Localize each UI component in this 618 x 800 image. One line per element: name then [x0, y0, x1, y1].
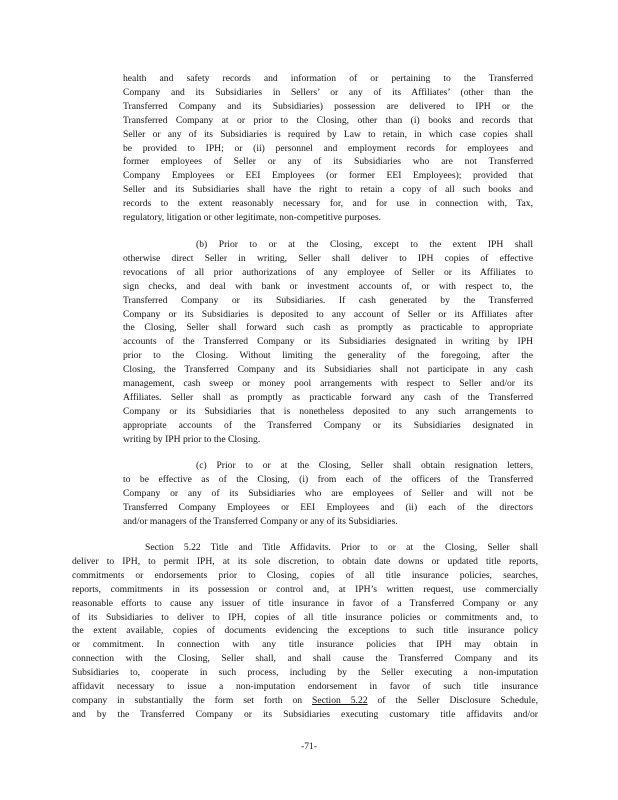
text-line: and/or managers of the Transferred Company or any of its Subsidiaries.: [123, 515, 398, 527]
text-line: connection with the Closing, Seller shall, and shall cause the Transferred Company and its: [72, 653, 538, 665]
text-line: Company and its Subsidiaries in Sellers’ or any of its Affiliates’ (other than the: [123, 86, 533, 98]
text-line: prior to the Closing. Without limiting the generality of the foregoing, after the: [123, 350, 533, 362]
text-line: management, cash sweep or money pool arrangements with respect to Seller and/or its: [123, 378, 533, 390]
section-reference-link: Section 5.22: [312, 694, 368, 706]
text-line: commitments or endorsements prior to Closing, copies of all title insurance policies, searches,: [72, 569, 538, 581]
text-line: the Closing, Seller shall forward such cash as promptly as practicable to appropriate: [123, 322, 533, 334]
text-line: the extent available, copies of documents evidencing the exceptions to such title insurance policy: [72, 625, 538, 637]
text-line: revocations of all prior authorizations of any employee of Seller or its Affiliates to: [123, 266, 533, 278]
text-line: Seller and its Subsidiaries shall have the right to retain a copy of all such books and: [123, 184, 533, 196]
text-line: Subsidiaries to, cooperate in such process, including by the Seller executing a non-imputation: [72, 667, 538, 679]
text-line: Company or any of its Subsidiaries who are employees of Seller and will not be: [123, 487, 533, 499]
text-line: (b) Prior to or at the Closing, except to the extent IPH shall: [196, 239, 533, 250]
text-line: affidavit necessary to issue a non-imputation endorsement in favor of such title insurance: [72, 681, 538, 693]
text-line: Company Employees or EEI Employees (or former EEI Employees); provided that: [123, 170, 533, 182]
text-line: sign checks, and deal with bank or investment accounts of, or with respect to, the: [123, 280, 533, 292]
text-line: Transferred Company and its Subsidiaries) possession are delivered to IPH or the: [123, 100, 533, 112]
paragraph-a-continued: [123, 72, 533, 225]
text-line: Seller or any of its Subsidiaries is required by Law to retain, in which case copies shall: [123, 128, 533, 140]
text-line: or commitment. In connection with any title insurance policies that IPH may obtain in: [72, 639, 538, 651]
text-line: reasonable efforts to cause any issuer of title insurance in favor of a Transferred Company or any: [72, 597, 538, 609]
text-line: Company or its Subsidiaries that is nonetheless deposited to any such arrangements to: [123, 405, 533, 417]
text-line: records to the extent reasonably necessary for, and for use in connection with, Tax,: [123, 198, 533, 210]
text-segment: company in substantially the form set forth on: [72, 694, 303, 706]
text-line: reports, commitments in its possession or control and, at IPH’s written request, use commercially: [72, 583, 538, 595]
text-line: and by the Transferred Company or its Subsidiaries executing customary title affidavits and/or: [72, 708, 538, 720]
text-line: Transferred Company at or prior to the Closing, other than (i) books and records that: [123, 114, 533, 126]
page-number: -71-: [301, 741, 317, 752]
text-line: Transferred Company Employees or EEI Employees and (ii) each of the directors: [123, 501, 533, 513]
text-line: regulatory, litigation or other legitimate, non-competitive purposes.: [123, 212, 382, 224]
paragraph-c: [123, 459, 533, 529]
text-line: (c) Prior to or at the Closing, Seller shall obtain resignation letters,: [196, 460, 533, 471]
text-line: health and safety records and information of or pertaining to the Transferred: [123, 73, 533, 84]
text-segment: of the Seller Disclosure Schedule,: [377, 694, 538, 706]
text-line: of its Subsidiaries to deliver to IPH, copies of all title insurance policies or commitments and, to: [72, 611, 538, 623]
text-line: otherwise direct Seller in writing, Seller shall deliver to IPH copies of effective: [123, 252, 533, 264]
text-line: deliver to IPH, to permit IPH, at its sole discretion, to obtain date downs or updated title reports,: [72, 555, 538, 567]
text-line: writing by IPH prior to the Closing.: [123, 433, 261, 445]
text-line: accounts of the Transferred Company or its Subsidiaries designated in writing by IPH: [123, 336, 533, 348]
text-line: appropriate accounts of the Transferred Company or its Subsidiaries designated in: [123, 419, 533, 431]
text-line: Affiliates. Seller shall as promptly as practicable forward any cash of the Transferred: [123, 391, 533, 403]
text-line: be provided to IPH; or (ii) personnel and employment records for employees and: [123, 142, 533, 154]
section-5-22: [72, 541, 538, 722]
text-line: Company or its Subsidiaries is deposited to any account of Seller or its Affiliates after: [123, 308, 533, 320]
text-line: Closing, the Transferred Company and its Subsidiaries shall not participate in any cash: [123, 364, 533, 376]
paragraph-b: [123, 238, 533, 447]
text-line: to be effective as of the Closing, (i) from each of the officers of the Transferred: [123, 473, 533, 485]
section-heading-line: Section 5.22 Title and Title Affidavits. Prior to or at the Closing, Seller shall: [145, 542, 538, 553]
text-line: former employees of Seller or any of its Subsidiaries who are not Transferred: [123, 156, 533, 168]
text-line: [72, 694, 538, 708]
text-line: Transferred Company or its Subsidiaries. If cash generated by the Transferred: [123, 294, 533, 306]
